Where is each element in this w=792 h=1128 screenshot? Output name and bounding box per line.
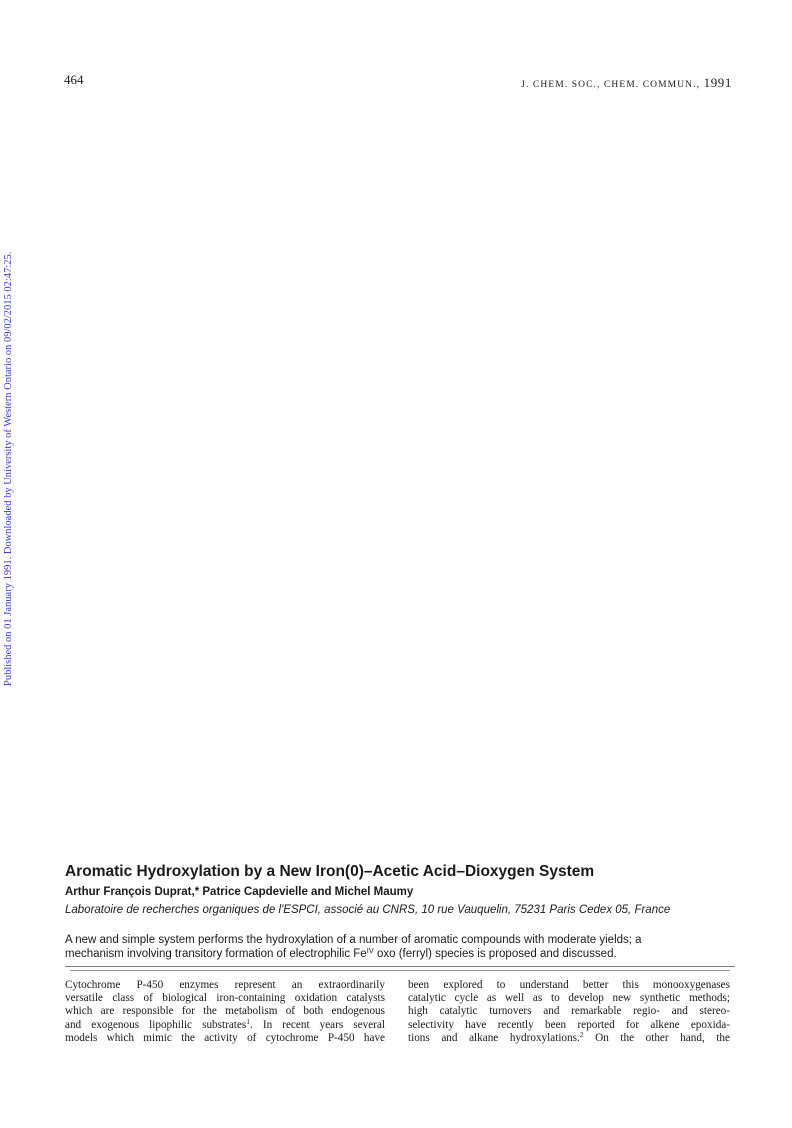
- body-line: high catalytic turnovers and remarkable regio- and stereo-: [408, 1005, 730, 1018]
- journal-year: 1991: [703, 75, 732, 90]
- body-line-start: and exogenous lipophilic substrates: [65, 1018, 247, 1031]
- article-title: Aromatic Hydroxylation by a New Iron(0)–Acetic Acid–Dioxygen System: [65, 863, 595, 880]
- abstract-line-2: [65, 945, 740, 962]
- article-affiliation: Laboratoire de recherches organiques de l'ESPCI, associé au CNRS, 10 rue Vauquelin, 75231 Paris Cedex 05, France: [65, 904, 671, 916]
- abstract-superscript: IV: [366, 945, 374, 955]
- journal-header: [521, 75, 732, 91]
- reference-marker[interactable]: 2: [579, 1029, 584, 1039]
- abstract-line-2-start: mechanism involving transitory formation of electrophilic Fe: [65, 947, 367, 960]
- body-line: selectivity have recently been reported for alkene epoxida-: [408, 1018, 730, 1031]
- abstract: [65, 934, 740, 961]
- body-line: catalytic cycle as well as to develop new synthetic methods;: [408, 992, 730, 1005]
- abstract-divider-secondary: [70, 970, 730, 971]
- article-authors: Arthur François Duprat,* Patrice Capdevielle and Michel Maumy: [65, 886, 414, 898]
- body-line: [408, 1029, 730, 1045]
- reference-marker[interactable]: 1: [246, 1016, 250, 1026]
- body-line-start: tions and alkane hydroxylations.: [408, 1031, 580, 1044]
- abstract-line-1: A new and simple system performs the hydroxylation of a number of aromatic compounds with moderate yields; a: [65, 934, 642, 946]
- page-number: 464: [64, 72, 84, 87]
- body-column-right: [408, 979, 730, 1045]
- body-line: which are responsible for the metabolism of both endogenous: [65, 1005, 385, 1018]
- body-line-end: . In recent years several: [249, 1018, 385, 1031]
- body-line: versatile class of biological iron-containing oxidation catalysts: [65, 992, 385, 1005]
- journal-name: J. CHEM. SOC., CHEM. COMMUN.,: [521, 80, 701, 90]
- body-line: Cytochrome P-450 enzymes represent an extraordinarily: [65, 979, 385, 991]
- body-line: been explored to understand better this monooxygenases: [408, 979, 730, 991]
- body-line: models which mimic the activity of cytochrome P-450 have: [65, 1031, 385, 1044]
- body-column-left: [65, 979, 385, 1045]
- download-note[interactable]: Published on 01 January 1991. Downloaded by University of Western Ontario on 09/02/2015 02:47:25.: [3, 251, 14, 686]
- abstract-line-2-end: oxo (ferryl) species is proposed and discussed.: [373, 947, 617, 960]
- body-line-end: On the other hand, the: [583, 1031, 730, 1044]
- abstract-divider: [65, 966, 735, 967]
- body-line: [65, 1016, 385, 1032]
